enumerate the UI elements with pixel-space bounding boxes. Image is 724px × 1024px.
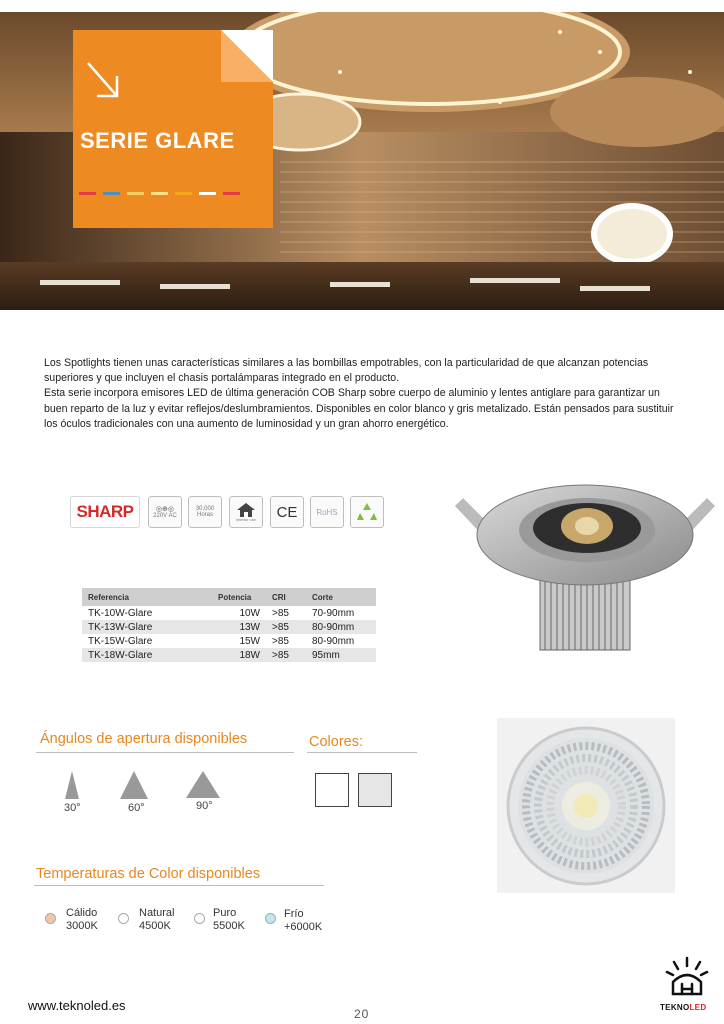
series-title: SERIE GLARE (80, 128, 235, 153)
lens-product-image (497, 718, 675, 893)
beam-30-icon (65, 771, 79, 799)
sharp-logo-text: SHARP (76, 502, 134, 521)
temp-dot-frio (265, 913, 276, 924)
color-stripe (79, 192, 96, 195)
color-stripe (223, 192, 240, 195)
temp-dot-puro (194, 913, 205, 924)
color-swatch-grey (358, 773, 392, 807)
temp-item-natural (139, 907, 174, 933)
col-referencia: Referencia (82, 588, 212, 606)
cell-cri: >85 (266, 648, 306, 662)
temperatures-title: Temperaturas de Color disponibles (36, 866, 261, 882)
table-row (82, 620, 376, 634)
temp-value: +6000K (284, 921, 323, 933)
plug-icon: ◎⊕◎ (155, 506, 175, 513)
angles-title: Ángulos de apertura disponibles (40, 731, 248, 747)
angle-label-90: 90° (196, 800, 213, 812)
temperatures-rule (34, 885, 324, 886)
colors-title: Colores: (309, 734, 363, 750)
intro-paragraph-2: Esta serie incorpora emisores LED de última generación COB Sharp sobre cuerpo de aluminio y lentes antiglare para garantizar un buen reparto de la luz y evitar reflejos/deslumbramientos. Disponibles en color blanco y gris metalizado. Están pensados para sustituir los óculos tradicionales con una aumento de luminosidad y un gran ahorro energético. (44, 387, 674, 430)
ce-badge (270, 496, 304, 528)
cell-cri: >85 (272, 635, 289, 647)
color-stripe (127, 192, 144, 195)
voltage-badge (148, 496, 182, 528)
card-fold-shadow (221, 30, 273, 82)
lifetime-unit: Horas (196, 512, 213, 518)
indoor-caption: Interior use (235, 516, 256, 522)
colors-rule (307, 752, 417, 753)
recycle-badge (350, 496, 384, 528)
teknoled-logo-icon (665, 956, 709, 1000)
rohs-badge (310, 496, 344, 528)
brand-name (660, 1003, 706, 1012)
cell-power: 10W (239, 607, 260, 619)
color-stripe (199, 192, 216, 195)
table-row (82, 606, 376, 620)
cell-cut: 70-90mm (312, 607, 355, 619)
cell-power: 15W (239, 635, 260, 647)
cell-cut: 95mm (306, 648, 376, 662)
cell-cut: 80-90mm (312, 635, 355, 647)
spec-table (82, 588, 376, 662)
table-row (82, 634, 376, 648)
cell-power: 18W (212, 648, 266, 662)
color-stripe (103, 192, 120, 195)
arrow-down-right-icon (85, 60, 123, 102)
angle-label-30: 30° (64, 802, 81, 814)
col-cri: CRI (266, 588, 306, 606)
website-link[interactable]: www.teknoled.es (28, 998, 126, 1013)
recycle-icon (357, 502, 377, 522)
cell-ref: TK-15W-Glare (88, 635, 153, 647)
intro-text (44, 356, 676, 432)
col-potencia: Potencia (212, 588, 266, 606)
rohs-mark: RoHS (316, 507, 338, 517)
intro-paragraph-1: Los Spotlights tienen unas características similares a las bombillas empotrables, con la particularidad de que alcanzan potencias superiores y que incluyen el chasis portalámparas integrado en el producto. (44, 357, 649, 385)
series-title-card (73, 30, 273, 228)
angle-label-60: 60° (128, 802, 145, 814)
page-number: 20 (354, 1007, 370, 1021)
cell-cri: >85 (272, 607, 289, 619)
lifetime-badge (188, 496, 222, 528)
voltage-text: 220V AC (153, 513, 177, 519)
cell-ref: TK-10W-Glare (88, 607, 153, 619)
temp-name: Puro (213, 907, 237, 919)
temp-value: 5500K (213, 920, 245, 932)
temp-dot-natural (118, 913, 129, 924)
temp-item-puro (213, 907, 245, 933)
temp-dot-calido (45, 913, 56, 924)
downlight-product-image (455, 480, 715, 660)
temp-name: Natural (139, 907, 175, 919)
temp-name: Frío (284, 908, 304, 920)
beam-90-icon (186, 771, 220, 798)
color-swatch-white (315, 773, 349, 807)
cell-power: 13W (212, 620, 266, 634)
ce-mark: CE (276, 503, 298, 521)
indoor-badge (229, 496, 263, 528)
col-corte: Corte (306, 588, 376, 606)
temp-value: 3000K (66, 920, 98, 932)
temp-item-calido (66, 907, 98, 933)
color-stripe (175, 192, 192, 195)
table-header-row (82, 588, 376, 606)
beam-60-icon (120, 771, 148, 799)
temp-item-frio (284, 908, 322, 934)
cell-ref: TK-13W-Glare (82, 620, 212, 634)
sharp-logo (70, 496, 140, 528)
temp-name: Cálido (66, 907, 98, 919)
lifetime-value: 30,000 (195, 506, 215, 512)
cell-ref: TK-18W-Glare (82, 648, 212, 662)
hero-photo (0, 12, 724, 310)
table-row (82, 648, 376, 662)
brand-name-part1: TEKNO (660, 1003, 690, 1012)
cell-cri: >85 (266, 620, 306, 634)
color-stripe (151, 192, 168, 195)
house-icon (237, 503, 255, 517)
brand-name-part2: LED (689, 1003, 707, 1012)
cell-cut: 80-90mm (306, 620, 376, 634)
angles-rule (36, 752, 294, 753)
temp-value: 4500K (139, 920, 171, 932)
